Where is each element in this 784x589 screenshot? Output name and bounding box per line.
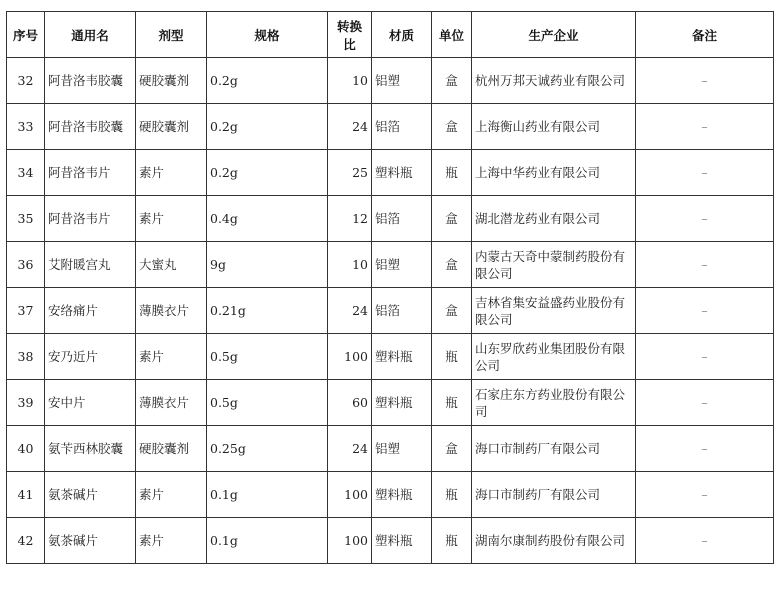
dosage-form-cell: 素片 <box>136 334 207 380</box>
dosage-form-cell: 薄膜衣片 <box>136 380 207 426</box>
conversion-ratio-cell: 100 <box>328 472 372 518</box>
note-cell: – <box>636 288 774 334</box>
spec-cell: 0.5g <box>207 380 328 426</box>
row-number-cell: 32 <box>7 58 45 104</box>
manufacturer-cell: 山东罗欣药业集团股份有限公司 <box>472 334 636 380</box>
dosage-form-cell: 素片 <box>136 472 207 518</box>
table-row <box>7 150 774 196</box>
conversion-ratio-cell: 10 <box>328 242 372 288</box>
unit-cell: 瓶 <box>432 150 472 196</box>
spec-cell: 0.1g <box>207 472 328 518</box>
manufacturer-cell: 杭州万邦天诚药业有限公司 <box>472 58 636 104</box>
spec-cell: 0.2g <box>207 150 328 196</box>
table-row <box>7 288 774 334</box>
material-cell: 塑料瓶 <box>372 380 432 426</box>
row-number-cell: 42 <box>7 518 45 564</box>
dosage-form-cell: 素片 <box>136 150 207 196</box>
header-spec: 规格 <box>207 12 328 58</box>
conversion-ratio-cell: 100 <box>328 334 372 380</box>
table-row <box>7 334 774 380</box>
note-cell: – <box>636 472 774 518</box>
header-note: 备注 <box>636 12 774 58</box>
unit-cell: 盒 <box>432 58 472 104</box>
generic-name-cell: 阿昔洛韦片 <box>45 150 136 196</box>
table-row <box>7 58 774 104</box>
unit-cell: 盒 <box>432 196 472 242</box>
row-number-cell: 36 <box>7 242 45 288</box>
manufacturer-cell: 石家庄东方药业股份有限公司 <box>472 380 636 426</box>
dosage-form-cell: 硬胶囊剂 <box>136 104 207 150</box>
dosage-form-cell: 大蜜丸 <box>136 242 207 288</box>
spec-cell: 0.2g <box>207 58 328 104</box>
manufacturer-cell: 吉林省集安益盛药业股份有限公司 <box>472 288 636 334</box>
unit-cell: 盒 <box>432 426 472 472</box>
row-number-cell: 40 <box>7 426 45 472</box>
material-cell: 铝塑 <box>372 426 432 472</box>
table-row <box>7 426 774 472</box>
material-cell: 铝塑 <box>372 58 432 104</box>
spec-cell: 0.21g <box>207 288 328 334</box>
note-cell: – <box>636 196 774 242</box>
header-material: 材质 <box>372 12 432 58</box>
drug-table <box>6 11 774 564</box>
material-cell: 塑料瓶 <box>372 518 432 564</box>
unit-cell: 盒 <box>432 288 472 334</box>
generic-name-cell: 氨茶碱片 <box>45 518 136 564</box>
generic-name-cell: 氨茶碱片 <box>45 472 136 518</box>
conversion-ratio-cell: 100 <box>328 518 372 564</box>
table-row <box>7 242 774 288</box>
conversion-ratio-cell: 60 <box>328 380 372 426</box>
spec-cell: 0.2g <box>207 104 328 150</box>
header-form: 剂型 <box>136 12 207 58</box>
table-row <box>7 104 774 150</box>
material-cell: 塑料瓶 <box>372 150 432 196</box>
generic-name-cell: 阿昔洛韦片 <box>45 196 136 242</box>
manufacturer-cell: 湖北潜龙药业有限公司 <box>472 196 636 242</box>
dosage-form-cell: 硬胶囊剂 <box>136 426 207 472</box>
table-row <box>7 196 774 242</box>
note-cell: – <box>636 334 774 380</box>
unit-cell: 盒 <box>432 104 472 150</box>
dosage-form-cell: 素片 <box>136 518 207 564</box>
row-number-cell: 35 <box>7 196 45 242</box>
header-maker: 生产企业 <box>472 12 636 58</box>
row-number-cell: 41 <box>7 472 45 518</box>
unit-cell: 瓶 <box>432 472 472 518</box>
unit-cell: 瓶 <box>432 334 472 380</box>
conversion-ratio-cell: 24 <box>328 104 372 150</box>
manufacturer-cell: 上海中华药业有限公司 <box>472 150 636 196</box>
note-cell: – <box>636 58 774 104</box>
dosage-form-cell: 素片 <box>136 196 207 242</box>
header-no: 序号 <box>7 12 45 58</box>
table-row <box>7 472 774 518</box>
generic-name-cell: 安中片 <box>45 380 136 426</box>
spec-cell: 9g <box>207 242 328 288</box>
unit-cell: 盒 <box>432 242 472 288</box>
generic-name-cell: 安乃近片 <box>45 334 136 380</box>
row-number-cell: 37 <box>7 288 45 334</box>
unit-cell: 瓶 <box>432 380 472 426</box>
material-cell: 塑料瓶 <box>372 472 432 518</box>
material-cell: 铝箔 <box>372 288 432 334</box>
manufacturer-cell: 内蒙古天奇中蒙制药股份有限公司 <box>472 242 636 288</box>
dosage-form-cell: 硬胶囊剂 <box>136 58 207 104</box>
unit-cell: 瓶 <box>432 518 472 564</box>
table-row <box>7 518 774 564</box>
material-cell: 塑料瓶 <box>372 334 432 380</box>
conversion-ratio-cell: 24 <box>328 288 372 334</box>
generic-name-cell: 安络痛片 <box>45 288 136 334</box>
row-number-cell: 39 <box>7 380 45 426</box>
conversion-ratio-cell: 12 <box>328 196 372 242</box>
header-unit: 单位 <box>432 12 472 58</box>
note-cell: – <box>636 242 774 288</box>
note-cell: – <box>636 150 774 196</box>
spec-cell: 0.4g <box>207 196 328 242</box>
generic-name-cell: 艾附暖宫丸 <box>45 242 136 288</box>
generic-name-cell: 阿昔洛韦胶囊 <box>45 104 136 150</box>
generic-name-cell: 阿昔洛韦胶囊 <box>45 58 136 104</box>
row-number-cell: 33 <box>7 104 45 150</box>
generic-name-cell: 氨苄西林胶囊 <box>45 426 136 472</box>
note-cell: – <box>636 104 774 150</box>
row-number-cell: 38 <box>7 334 45 380</box>
note-cell: – <box>636 518 774 564</box>
conversion-ratio-cell: 10 <box>328 58 372 104</box>
header-name: 通用名 <box>45 12 136 58</box>
manufacturer-cell: 上海衡山药业有限公司 <box>472 104 636 150</box>
manufacturer-cell: 海口市制药厂有限公司 <box>472 426 636 472</box>
conversion-ratio-cell: 25 <box>328 150 372 196</box>
manufacturer-cell: 湖南尔康制药股份有限公司 <box>472 518 636 564</box>
material-cell: 铝箔 <box>372 196 432 242</box>
material-cell: 铝塑 <box>372 242 432 288</box>
note-cell: – <box>636 426 774 472</box>
conversion-ratio-cell: 24 <box>328 426 372 472</box>
spec-cell: 0.5g <box>207 334 328 380</box>
header-ratio: 转换比 <box>328 12 372 58</box>
header-row <box>7 12 774 58</box>
spec-cell: 0.1g <box>207 518 328 564</box>
spec-cell: 0.25g <box>207 426 328 472</box>
table-row <box>7 380 774 426</box>
note-cell: – <box>636 380 774 426</box>
manufacturer-cell: 海口市制药厂有限公司 <box>472 472 636 518</box>
row-number-cell: 34 <box>7 150 45 196</box>
material-cell: 铝箔 <box>372 104 432 150</box>
dosage-form-cell: 薄膜衣片 <box>136 288 207 334</box>
